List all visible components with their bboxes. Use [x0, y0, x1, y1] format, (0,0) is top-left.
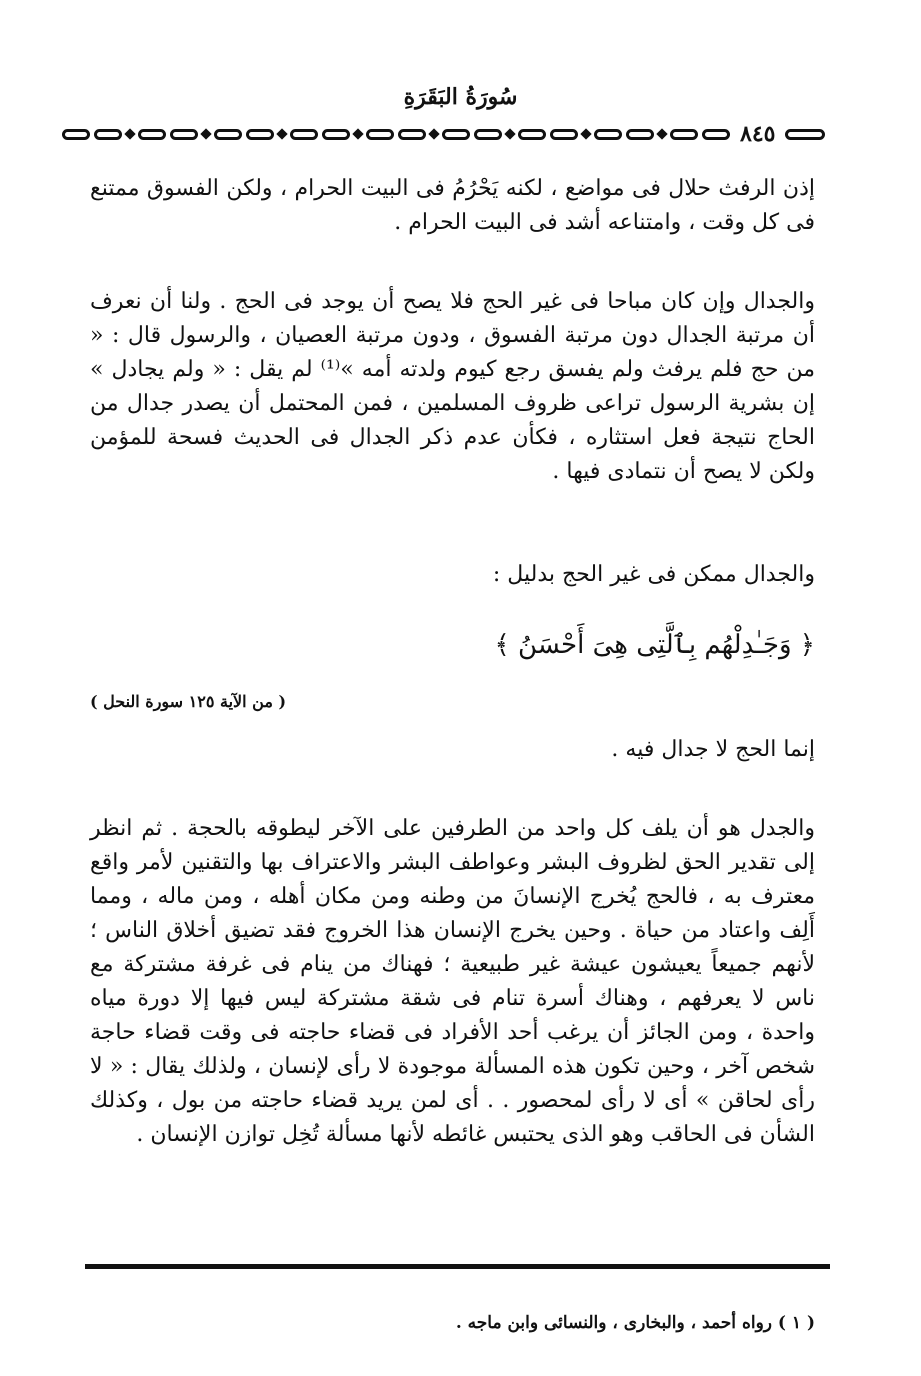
- ornament-chain-left: [783, 122, 835, 146]
- verse-reference: ( من الآية ١٢٥ سورة النحل ): [90, 692, 287, 711]
- surah-title: سُورَةُ البَقَرَةِ: [403, 84, 518, 110]
- paragraph-3: والجدال ممكن فى غير الحج بدليل :: [492, 562, 815, 587]
- page-number: ٨٤٥: [740, 121, 776, 147]
- paragraph-5: والجدل هو أن يلف كل واحد من الطرفين على الآخر ليطوقه بالحجة . ثم انظر إلى تقدير الحق لظروف البشر وعواطف البشر والاعتراف بها والتقنين لأمر واقع معترف به ، فالحج يُخرج الإنسانَ من وطنه ومن مكان أهله ، ومن ماله ، ومما أَلِف واعتاد من حياة . وحين يخرج الإنسان هذا الخروج فقد تضيق أخلاق الناس ؛ لأنهم جميعاً يعيشون عيشة غير طبيعية ؛ فهناك من ينام فى غرفة مشتركة مع ناس لا يعرفهم ، وهناك أسرة تنام فى شقة مشتركة ليس فيها إلا دورة مياه واحدة ، ومن الجائز أن يرغب أحد الأفراد فى قضاء حاجته فى وقت قضاء حاجة شخص آخر ، وحين تكون هذه المسألة موجودة لا رأى لإنسان ، ولذلك يقال : « لا رأى لحاقن » أى لا رأى لمحصور . . أى لمن يريد قضاء حاجته من بول ، وكذلك الشأن فى الحاقب وهو الذى يحتبس غائطه لأنها مسألة تُخِل توازن الإنسان .: [90, 816, 815, 1147]
- paragraph-2: والجدال وإن كان مباحا فى غير الحج فلا يصح أن يوجد فى الحج . ولنا أن نعرف أن مرتبة الجدال دون مرتبة الفسوق ، ودون مرتبة العصيان ، والرسول قال : « من حج فلم يرفث ولم يفسق رجع كيوم ولدته أمه »⁽¹⁾ لم يقل : « ولم يجادل » إن بشرية الرسول تراعى ظروف المسلمين ، فمن المحتمل أن يصدر جدال من الحاج نتيجة فعل استثاره ، فكأن عدم ذكر الجدال فى الحديث فسحة للمؤمن ولكن لا يصح أن نتمادى فيها .: [90, 289, 815, 484]
- paragraph-1: إذن الرفث حلال فى مواضع ، لكنه يَحْرُمُ فى البيت الحرام ، ولكن الفسوق ممتنع فى كل وقت ، وامتناعه أشد فى البيت الحرام .: [90, 176, 815, 235]
- header-ornament: [60, 122, 835, 146]
- footnote: ( ١ ) رواه أحمد ، والبخارى ، والنسائى وابن ماجه .: [455, 1313, 815, 1333]
- footnote-divider: [85, 1264, 830, 1269]
- paragraph-4: إنما الحج لا جدال فيه .: [611, 737, 815, 762]
- quran-verse: ﴿ وَجَـٰدِلْهُم بِٱلَّتِى هِىَ أَحْسَنُ ﴾: [494, 630, 815, 660]
- ornament-chain-right: [60, 122, 732, 146]
